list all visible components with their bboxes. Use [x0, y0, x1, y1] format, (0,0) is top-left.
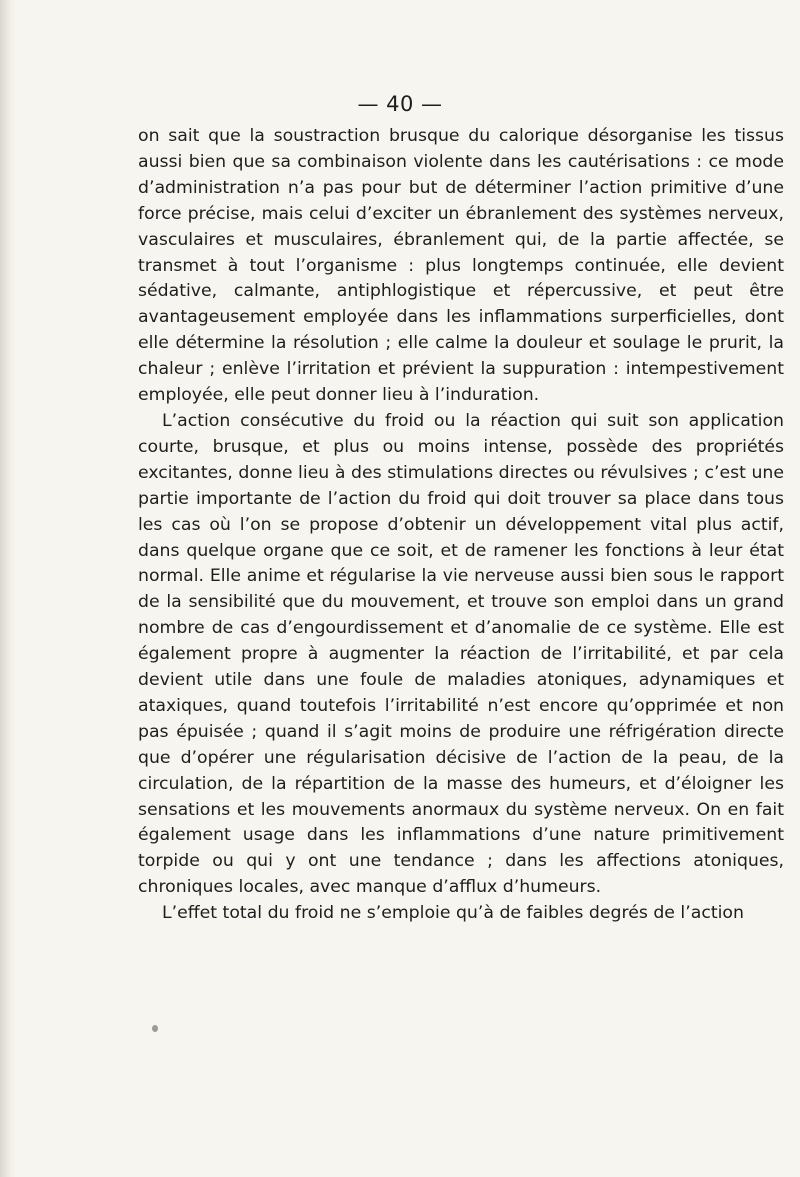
- paragraph-1: on sait que la soustraction brusque du calorique désorganise les tissus aussi bien que sa combinaison violente dans les cautérisations : ce mode d’administration n’a pas pour but de déterminer l’action primitive d’une force précise, mais celui d’exciter un ébranlement des systèmes nerveux, vasculaires et musculaires, ébranlement qui, de la partie affectée, se transmet à tout l’organisme : plus longtemps continuée, elle devient sédative, calmante, antiphlogistique et répercussive, et peut être avantageusement employée dans les inflammations surperficielles, dont elle détermine la résolution ; elle calme la douleur et soulage le prurit, la chaleur ; enlève l’irritation et prévient la suppuration : intempestivement employée, elle peut donner lieu à l’induration.: [138, 126, 784, 406]
- page-left-edge-shadow: [0, 0, 16, 1177]
- paragraph-2: L’action consécutive du froid ou la réaction qui suit son application courte, brusque, et plus ou moins intense, possède des propriétés excitantes, donne lieu à des stimulations directes ou révulsives ; c’est une partie importante de l’action du froid qui doit trouver sa place dans tous les cas où l’on se propose d’obtenir un développement vital plus actif, dans quelque organe que ce soit, et de ramener les fonctions à leur état normal. Elle anime et régularise la vie nerveuse aussi bien sous le rapport de la sensibilité que du mouvement, et trouve son emploi dans un grand nombre de cas d’engourdissement et d’anomalie de ce système. Elle est également propre à augmenter la réaction de l’irritabilité, et par cela devient utile dans une foule de maladies atoniques, adynamiques et ataxiques, quand toutefois l’irritabilité n’est encore qu’opprimée et non pas épuisée ; quand il s’agit moins de produire une réfrigération directe que d’opérer une régularisation décisive de l’action de la peau, de la circulation, de la répartition de la masse des humeurs, et d’éloigner les sensations et les mouvements anormaux du système nerveux. On en fait également usage dans les inflammations d’une nature primitivement torpide ou qui y ont une tendance ; dans les affections atoniques, chroniques locales, avec manque d’afflux d’humeurs.: [138, 410, 784, 898]
- ink-speck: [152, 1025, 158, 1032]
- paragraph-3: L’effet total du froid ne s’emploie qu’à de faibles degrés de l’action: [162, 903, 744, 924]
- body-text: [138, 124, 784, 927]
- page-number: — 40 —: [357, 92, 443, 116]
